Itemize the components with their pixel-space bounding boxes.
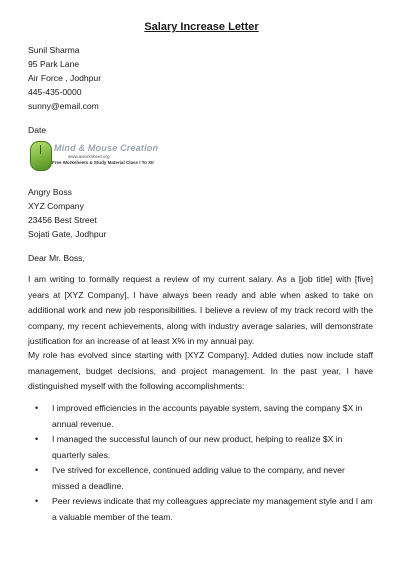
list-item [28, 463, 373, 494]
company-logo [30, 141, 160, 171]
recipient-company: XYZ Company [28, 201, 84, 211]
list-item-text: I've strived for excellence, continued adding value to the company, and never missed a deadline. [52, 465, 345, 491]
logo-name: Mind & Mouse Creation [54, 143, 159, 153]
sender-phone: 445-435-0000 [28, 87, 82, 97]
recipient-city: Sojati Gate, Jodhpur [28, 229, 107, 239]
sender-email: sunny@email.com [28, 101, 99, 111]
list-item [28, 432, 373, 463]
salutation: Dear Mr. Boss, [28, 253, 85, 263]
body-paragraph-2: My role has evolved since starting with [XYZ Company]. Added duties now include staff management, budget decisions, and project management. In the past year, I have distinguished myself with the following accomplishments: [28, 350, 373, 391]
logo-site: www.aworksheet.org [68, 154, 110, 159]
list-item [28, 494, 373, 525]
logo-tagline: Free Worksheets & Study Material Class I To XII [52, 160, 154, 165]
list-item-text: I managed the successful launch of our new product, helping to realize $X in quarterly sales. [52, 434, 343, 460]
bullet-icon: • [35, 496, 39, 506]
bullet-icon: • [35, 434, 39, 444]
letter-title: Salary Increase Letter [144, 21, 259, 33]
body-paragraph-1: I am writing to formally request a review of my current salary. As a [job title] with [five] years at [XYZ Company], I have always been ready and able when asked to take on additional work and new job responsibilities. I believe a review of my track record with the company, my recent achievements, along with industry average salaries, will demonstrate justification for an increase of at least X% in my annual pay. [28, 274, 373, 346]
accomplishments-list [28, 401, 373, 525]
mouse-icon [30, 141, 52, 171]
sender-city: Air Force , Jodhpur [28, 73, 102, 83]
sender-street: 95 Park Lane [28, 59, 80, 69]
sender-name: Sunil Sharma [28, 45, 80, 55]
date-label: Date [28, 125, 47, 135]
recipient-name: Angry Boss [28, 187, 72, 197]
list-item-text: Peer reviews indicate that my colleagues appreciate my management style and I am a valuable member of the team. [52, 496, 373, 522]
bullet-icon: • [35, 465, 39, 475]
list-item-text: I improved efficiencies in the accounts payable system, saving the company $X in annual revenue. [52, 403, 363, 429]
recipient-street: 23456 Best Street [28, 215, 97, 225]
bullet-icon: • [35, 403, 39, 413]
list-item [28, 401, 373, 432]
